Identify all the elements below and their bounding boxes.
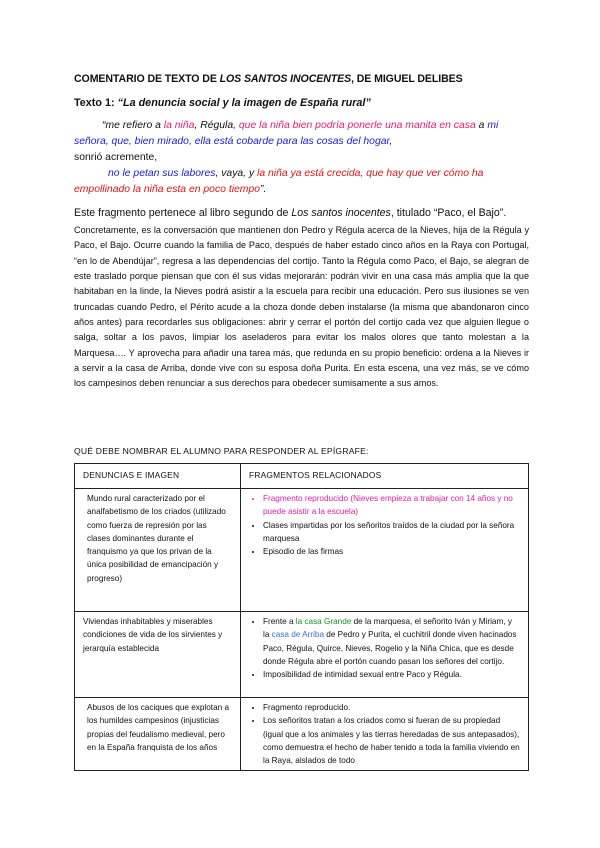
- table-cell-fragmentos: [241, 612, 529, 698]
- column-header: FRAGMENTOS RELACIONADOS: [241, 464, 529, 489]
- list-item: • Fragmento reproducido (Nieves empieza a trabajar con 14 años y no puede asistir a la escuela): [263, 492, 520, 519]
- list-item: • Los señoritos tratan a los criados como si fueran de su propiedad (igual que a los animales y las tierras heredadas de sus antepasados), como demuestra el hecho de haber tenido a toda la familia viviendo en la Raya, aislados de todo: [263, 714, 520, 767]
- list-item: • Episodio de las firmas: [263, 545, 520, 558]
- quote-line: sonrió acremente,: [74, 152, 158, 163]
- commentary-paragraph: Concretamente, es la conversación que mantienen don Pedro y Régula acerca de la Nieves, hija de la Régula y Paco, el Bajo. Ocurre cuando la familia de Paco, después de haber estado cinco años en la Raya con Portugal, “en lo de Abendújar”, regresa a las dependencias del cortijo. Tanto la Régula como Paco, el Bajo, se alegran de este traslado porque piensan que con él sus vidas mejorarán: podrán vivir en una casa más amplia que la que habitaban en la linde, la Nieves podrá asistir a la escuela para recibir una educación. Pero sus ilusiones se ven truncadas cuando Pedro, el Périto acude a la choza donde deben instalarse (la misma que abandonaron cinco años antes) para recordarles sus obligaciones: abrir y cerrar el portón del cortijo cada vez que alguien llegue o salga, soltar a los pavos, limpiar los aseladeros para evitar los malos olores que tanto molestan a la Marquesa…. Y aprovecha para añadir una tarea más, que redunda en su propio beneficio: ordena a la Nieves ir a servir a la casa de Arriba, donde vive con su esposa doña Purita. En esta escena, una vez más, se ve cómo los campesinos deben renunciar a sus derechos para obedecer sumisamente a sus amos.: [74, 225, 529, 389]
- quote-line: “me refiero a la niña, Régula, que la niña bien podría ponerle una manita en casa a mi: [102, 120, 499, 131]
- column-header: DENUNCIAS E IMAGEN: [75, 464, 241, 489]
- fragment-list: [249, 492, 520, 558]
- list-item: • Imposibilidad de intimidad sexual entre Paco y Régula.: [263, 668, 520, 681]
- table-cell-denuncia: Mundo rural caracterizado por el analfabetismo de los criados (utilizado como fuerza de represión por las clases dominantes durante el franquismo ya que los privan de la única posibilidad de emancipación y progreso): [75, 489, 241, 612]
- document-title: COMENTARIO DE TEXTO DE LOS SANTOS INOCENTES, DE MIGUEL DELIBES: [74, 73, 463, 85]
- quote-line: señora, que, bien mirado, ella está cobarde para las cosas del hogar,: [74, 136, 393, 147]
- table-header-row: [75, 464, 529, 489]
- list-item: • Clases impartidas por los señoritos traídos de la ciudad por la señora marquesa: [263, 519, 520, 546]
- table-cell-denuncia: Abusos de los caciques que explotan a los humildes campesinos (injusticias propias del feudalismo medieval, pero en la España franquista de los años: [75, 698, 241, 771]
- quote-line: no le petan sus labores, vaya, y la niña ya está crecida, que hay que ver cómo ha: [108, 168, 484, 179]
- table-row: [75, 489, 529, 612]
- quote-line: empollinado la niña esta en poco tiempo”.: [74, 184, 267, 195]
- fragment-list: [249, 701, 520, 767]
- table-cell-fragmentos: [241, 698, 529, 771]
- list-item: • Fragmento reproducido.: [263, 701, 520, 714]
- table-row: [75, 612, 529, 698]
- quoted-fragment: [74, 118, 530, 198]
- lead-sentence: Este fragmento pertenece al libro segundo de Los santos inocentes, titulado “Paco, el Bajo”.: [74, 207, 507, 219]
- section-label: QUÉ DEBE NOMBRAR EL ALUMNO PARA RESPONDER AL EPÍGRAFE:: [74, 446, 369, 456]
- text-heading: Texto 1: “La denuncia social y la imagen de España rural”: [74, 97, 371, 109]
- table-row: [75, 698, 529, 771]
- fragment-list: [249, 615, 520, 681]
- analysis-table: [74, 463, 529, 771]
- table-cell-fragmentos: [241, 489, 529, 612]
- list-item: • Frente a la casa Grande de la marquesa, el señorito Iván y Miriam, y la casa de Arriba de Pedro y Purita, el cuchitril donde viven hacinados Paco, Régula, Quirce, Nieves, Rogelio y la Niña Chica, que es desde donde Régula abre el portón cuando pasan los señores del cortijo.: [263, 615, 520, 668]
- table-cell-denuncia: Viviendas inhabitables y miserables condiciones de vida de los sirvientes y jerarquía establecida: [75, 612, 241, 698]
